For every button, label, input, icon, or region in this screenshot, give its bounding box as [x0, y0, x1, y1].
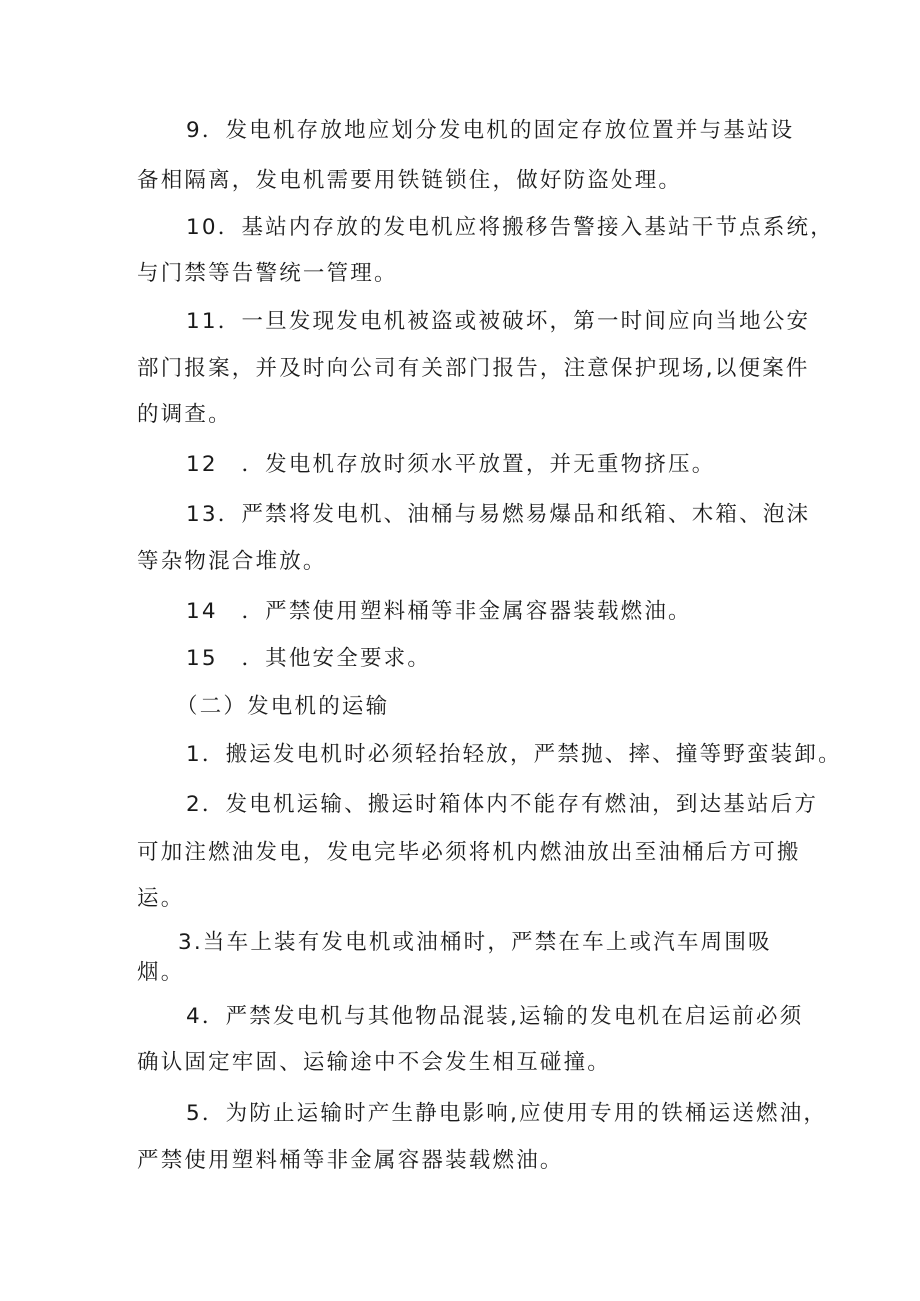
- text-line: 与门禁等告警统一管理。: [137, 261, 398, 286]
- text-line: 严禁使用塑料桶等非金属容器装载燃油。: [137, 1148, 564, 1173]
- text-line: 的调查。: [137, 402, 232, 427]
- text-line: 4．严禁发电机与其他物品混装,运输的发电机在启运前必须: [186, 1004, 804, 1029]
- text-line: 确认固定牢固、运输途中不会发生相互碰撞。: [137, 1050, 612, 1075]
- text-line: 2．发电机运输、搬运时箱体内不能存有燃油，到达基站后方: [186, 792, 819, 817]
- text-line: 可加注燃油发电，发电完毕必须将机内燃油放出至油桶后方可搬: [137, 840, 801, 865]
- text-line: 10．基站内存放的发电机应将搬移告警接入基站干节点系统，: [186, 215, 834, 240]
- text-line: 运。: [137, 886, 185, 911]
- text-line: 部门报案，并及时向公司有关部门报告，注意保护现场,以便案件: [137, 356, 810, 381]
- text-line: 烟。: [137, 960, 185, 985]
- text-line: 等杂物混合堆放。: [137, 549, 327, 574]
- text-line: 13．严禁将发电机、油桶与易燃易爆品和纸箱、木箱、泡沫: [186, 502, 811, 527]
- section-heading: （二）发电机的运输: [176, 694, 390, 719]
- text-line: 12 ．发电机存放时须水平放置，并无重物挤压。: [186, 452, 716, 477]
- text-line: 3.当车上装有发电机或油桶时，严禁在车上或汽车周围吸: [178, 930, 772, 955]
- text-line: 9．发电机存放地应划分发电机的固定存放位置并与基站设: [186, 118, 795, 143]
- text-line: 5．为防止运输时产生静电影响,应使用专用的铁桶运送燃油，: [186, 1101, 828, 1126]
- text-line: 备相隔离，发电机需要用铁链锁住，做好防盗处理。: [137, 168, 683, 193]
- text-line: 11．一旦发现发电机被盗或被破坏，第一时间应向当地公安: [186, 309, 811, 334]
- text-line: 1．搬运发电机时必须轻抬轻放，严禁抛、摔、撞等野蛮装卸。: [186, 742, 842, 767]
- text-line: 15 ．其他安全要求。: [186, 646, 432, 671]
- text-line: 14 ．严禁使用塑料桶等非金属容器装载燃油。: [186, 599, 692, 624]
